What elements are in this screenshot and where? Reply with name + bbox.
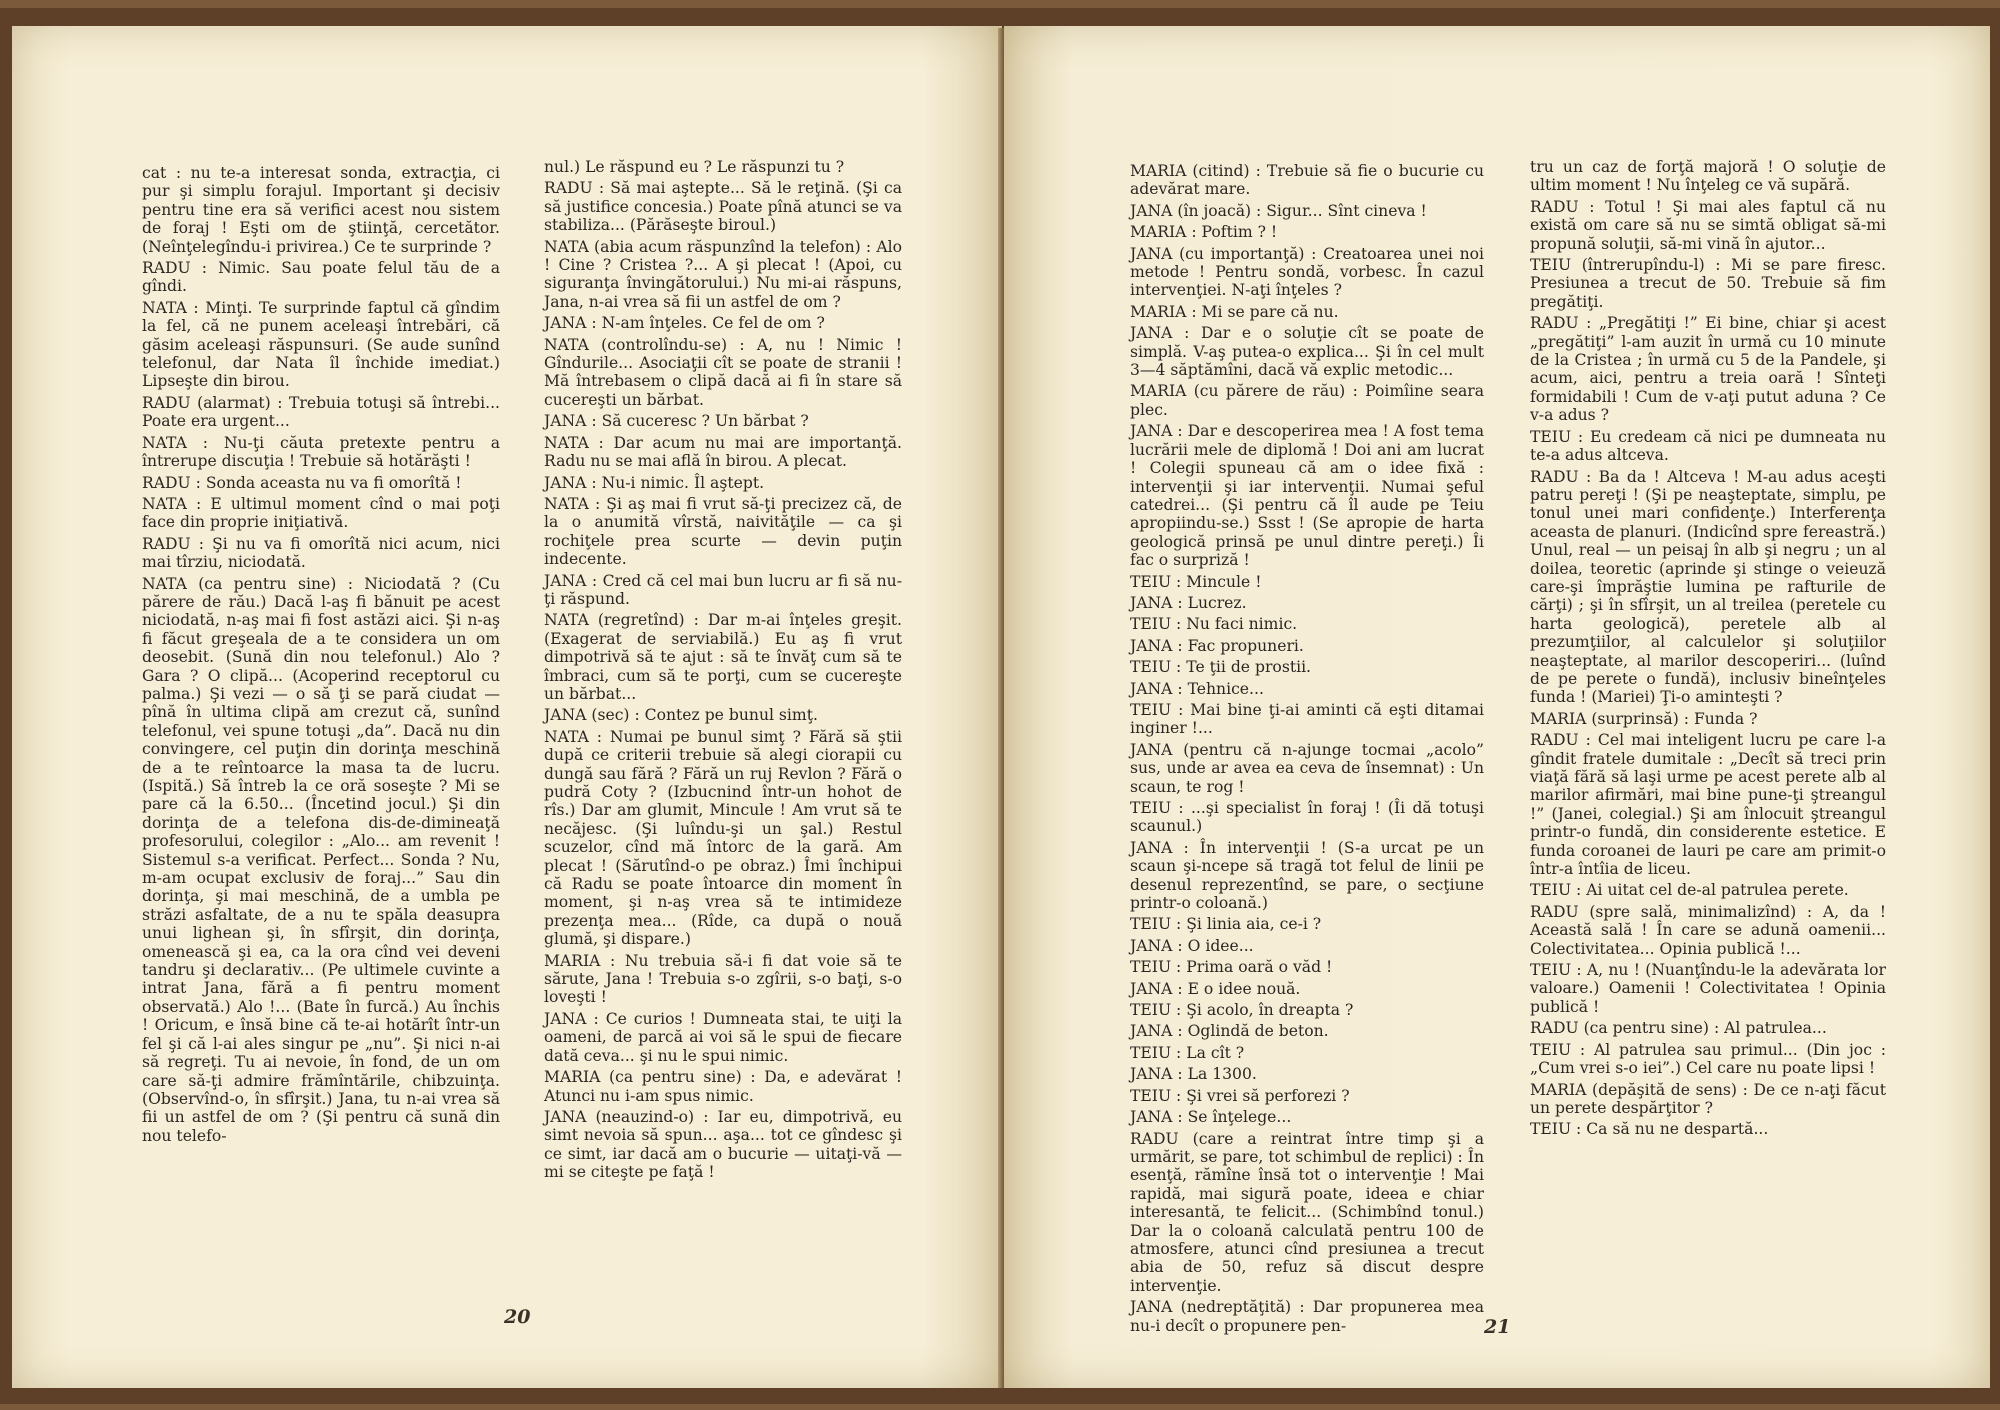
dialogue-line: TEIU : A, nu ! (Nuanţîndu-le la adevărata lor valoare.) Oamenii ! Colectivitatea ! Opinia publică ! (1530, 961, 1886, 1016)
dialogue-line: TEIU : Mincule ! (1130, 572, 1262, 591)
dialogue-line: RADU : Şi nu va fi omorîtă nici acum, nici mai tîrziu, niciodată. (142, 534, 500, 572)
dialogue-line: RADU : Să mai aştepte... Să le reţină. (Şi ca să justifice concesia.) Poate pînă atunci se va stabiliza... (Părăseşte biroul.) (544, 179, 902, 235)
dialogue-line: NATA : Minţi. Te surprinde faptul că gîndim la fel, că ne punem aceleaşi întrebări, că găsim aceleaşi răspunsuri. (Se aude sunînd telefonul, dar Nata îl închide imediat.) Lipseşte din birou. (142, 298, 500, 391)
dialogue-line: RADU (spre sală, minimalizînd) : A, da ! Această sală ! În care se adună oamenii... Colectivitatea... Opinia publică !... (1530, 902, 1886, 958)
left-column-2 (544, 158, 902, 1185)
dialogue-line: MARIA (depăşită de sens) : De ce n-aţi făcut un perete despărţitor ? (1530, 1080, 1886, 1117)
dialogue-line: JANA (pentru că n-ajunge tocmai „acolo” sus, unde ar avea ea ceva de însemnat) : Un scaun, te rog ! (1130, 740, 1484, 796)
dialogue-line: RADU : Ba da ! Altceva ! M-au adus aceşti patru pereţi ! (Şi pe neaşteptate, simplu, pe tonul unei mari confidenţe.) Interferenţa aceasta de planuri. (Indicînd spre fereastră.) Unul, real — un peisaj în alb şi negru ; un al doilea, teoretic (aprinde şi stinge o veieuză care-şi împrăştie lumina pe rafturile de cărţi) ; şi în sfîrşit, un al treilea (peretele cu harta geologică), peretele alb al prezumţiilor, al calculelor şi soluţiilor neaşteptate, al marilor descoperiri... (luînd de pe perete o fundă), inclusiv bineînţeles funda ! (Mariei) Ţi-o aminteşti ? (1530, 467, 1886, 707)
dialogue-line: TEIU : Nu faci nimic. (1130, 615, 1298, 634)
dialogue-line: TEIU (întrerupîndu-l) : Mi se pare firesc. Presiunea a trecut de 50. Trebuie să fim pregătiţi. (1530, 256, 1886, 311)
dialogue-line: TEIU : Te ţii de prostii. (1130, 658, 1312, 677)
dialogue-line: JANA : Ce curios ! Dumneata stai, te uiţi la oameni, de parcă ai voi să le spui de fiecare dată ceva... şi nu le spui nimic. (544, 1009, 902, 1065)
dialogue-line: TEIU : Şi acolo, în dreapta ? (1130, 1001, 1354, 1020)
open-book (0, 8, 2000, 1404)
dialogue-line: MARIA (citind) : Trebuie să fie o bucurie cu adevărat mare. (1130, 162, 1484, 199)
dialogue-line: MARIA : Nu trebuia să-i fi dat voie să te sărute, Jana ! Trebuia s-o zgîrii, s-o baţi, s-o loveşti ! (544, 951, 902, 1007)
dialogue-line: JANA (în joacă) : Sigur... Sînt cineva ! (1130, 201, 1427, 220)
dialogue-line: NATA : Şi aş mai fi vrut să-ţi precizez că, de la o anumită vîrstă, naivităţile — ca şi rochiţele prea scurte — devin puţin indecente. (544, 494, 902, 569)
dialogue-line: tru un caz de forţă majoră ! O soluţie de ultim moment ! Nu înţeleg ce vă supără. (1530, 158, 1886, 195)
dialogue-line: TEIU : Şi vrei să perforezi ? (1130, 1086, 1350, 1105)
dialogue-line: NATA (abia acum răspunzînd la telefon) : Alo ! Cine ? Cristea ?... A şi plecat ! (Apoi, cu siguranţa învingătorului.) Nu mi-ai răspuns, Jana, n-ai vrea să fii un astfel de om ? (544, 237, 902, 311)
dialogue-line: RADU (alarmat) : Trebuia totuşi să întrebi... Poate era urgent... (142, 393, 500, 431)
dialogue-line: NATA (controlîndu-se) : A, nu ! Nimic ! Gîndurile... Asociaţii cît se poate de stranii ! Mă întrebasem o clipă dacă ai fi în stare să cucereşti un bărbat. (544, 335, 902, 409)
dialogue-line: RADU : Totul ! Şi mai ales faptul că nu există om care să nu se simtă obligat să-mi propună soluţii, să-mi vină în ajutor... (1530, 197, 1886, 253)
dialogue-line: RADU (care a reintrat între timp şi a urmărit, se pare, tot schimbul de replici) : În esenţă, rămîne însă tot o intervenţie ! Mai rapidă, mai sigură poate, ideea e chiar interesantă, te felicit... (Schimbînd tonul.) Dar la o coloană calculată pentru 100 de atmosfere, atunci cînd presiunea a trecut abia de 50, refuz să discut despre intervenţie. (1130, 1129, 1484, 1295)
dialogue-line: TEIU : Ai uitat cel de-al patrulea perete. (1530, 881, 1849, 900)
dialogue-line: JANA : N-am înţeles. Ce fel de om ? (544, 314, 825, 333)
dialogue-line: NATA : Numai pe bunul simţ ? Fără să ştii după ce criterii trebuie să alegi ciorapii cu dungă sau fără ? Fără un ruj Revlon ? Fără o pudră Coty ? (Izbucnind într-un hohot de rîs.) Dar am glumit, Mincule ! Am vrut să te necăjesc. (Şi luîndu-şi un şal.) Restul scuzelor, cînd mă întorc de la gară. Am plecat ! (Sărutînd-o pe obraz.) Îmi închipui că Radu se poate întoarce din moment în moment, şi n-aş vrea să te intimideze prezenţa mea... (Rîde, ca după o nouă glumă, şi dispare.) (544, 727, 902, 949)
dialogue-line: RADU : Cel mai inteligent lucru pe care l-a gîndit fratele dumitale : „Decît să treci prin viaţă fără să laşi urme pe acest perete alb al marilor afirmări, mai bine pune-ţi ştreangul !” (Janei, colegial.) Şi am înlocuit ştreangul printr-o fundă, din considerente estetice. E funda coroanei de lauri pe care am primit-o într-a întîia de liceu. (1530, 731, 1886, 879)
dialogue-line: RADU (ca pentru sine) : Al patrulea... (1530, 1019, 1827, 1038)
dialogue-line: JANA : La 1300. (1130, 1065, 1257, 1084)
dialogue-line: JANA (cu importanţă) : Creatoarea unei noi metode ! Pentru sondă, vorbesc. În cazul intervenţiei. N-aţi înţeles ? (1130, 244, 1484, 300)
dialogue-line: RADU : Nimic. Sau poate felul tău de a gîndi. (142, 259, 500, 296)
left-column-1 (142, 164, 500, 1148)
dialogue-line: MARIA : Mi se pare că nu. (1130, 302, 1339, 321)
dialogue-line: NATA : E ultimul moment cînd o mai poţi face din proprie iniţiativă. (142, 494, 500, 532)
page-number-right: 21 (1484, 1316, 1511, 1338)
dialogue-line: TEIU : Ca să nu ne despartă... (1530, 1120, 1769, 1139)
dialogue-line: TEIU : Şi linia aia, ce-i ? (1130, 915, 1322, 934)
dialogue-line: JANA (neauzind-o) : Iar eu, dimpotrivă, eu simt nevoia să spun... aşa... tot ce gîndesc şi ce simt, iar dacă am o bucurie — uitaţi-vă — mi se citeşte pe faţă ! (544, 1107, 902, 1182)
right-page (1004, 26, 1990, 1388)
dialogue-line: TEIU : Mai bine ţi-ai aminti că eşti ditamai inginer !... (1130, 700, 1484, 738)
dialogue-line: JANA : O idee... (1130, 936, 1254, 955)
dialogue-line: MARIA (cu părere de rău) : Poimîine seara plec. (1130, 382, 1484, 419)
dialogue-line: NATA (ca pentru sine) : Niciodată ? (Cu părere de rău.) Dacă l-aş fi bănuit pe acest niciodată, n-aş mai fi fost astăzi aici. Şi n-aş fi făcut greşeala de a te considera un om deosebit. (Sună din nou telefonul.) Alo ? Gara ? O clipă... (Acoperind receptorul cu palma.) Şi vezi — o să ţi se pară ciudat — pînă în ultima clipă am crezut că, sunînd telefonul, vei spune totuşi „da”. Dacă nu din convingere, cel puţin din dorinţa meschină de a te reîntoarce la masa ta de lucru. (Ispită.) Să întreb la ce oră soseşte ? Mi se pare că la 6.50... (Încetind jocul.) Şi din dorinţa de a telefona dis-de-dimineaţă profesorului, colegilor : „Alo... am revenit ! Sistemul s-a verificat. Perfect... Sonda ? Nu, m-am ocupat exclusiv de foraj...” Sau din dorinţa, şi mai meschină, de a umbla pe străzi asfaltate, de a nu te spăla deasupra unui lighean şi, în sfîrşit, din dorinţa, omenească şi ea, ca la ora cînd vei deveni tandru şi declarativ... (Pe ultimele cuvinte a intrat Jana, fără a fi pentru moment observată.) Alo !... (Bate în furcă.) Au închis ! Oricum, e însă bine că te-ai hotărît într-un fel şi că l-ai ales singur pe „nu”. Şi nici n-ai să regreţi. Tu ai nevoie, în fond, de un om care să-ţi admire frămîntările, chibzuinţa. (Observînd-o, în sfîrşit.) Jana, tu n-ai vrea să fii un astfel de om ? (Şi pentru că sună din nou telefo- (142, 574, 500, 1145)
dialogue-line: cat : nu te-a interesat sonda, extracţia, ci pur şi simplu forajul. Important şi decisiv pentru tine era să verifici acest nou sistem de foraj ! Eşti om de ştiinţă, cercetător. (Neînţelegîndu-i privirea.) Ce te surprinde ? (142, 164, 500, 256)
dialogue-line: JANA : Dar e o soluţie cît se poate de simplă. V-aş putea-o explica... Şi în cel mult 3—4 săptămîni, dacă vă explic metodic... (1130, 324, 1484, 380)
dialogue-line: JANA : Se înţelege... (1130, 1108, 1292, 1127)
dialogue-line: JANA : Nu-i nimic. Îl aştept. (544, 473, 765, 492)
right-column-1 (1130, 162, 1484, 1338)
dialogue-line: JANA (sec) : Contez pe bunul simţ. (544, 706, 818, 725)
dialogue-line: JANA : Cred că cel mai bun lucru ar fi să nu-ţi răspund. (544, 571, 902, 608)
dialogue-line: TEIU : Eu credeam că nici pe dumneata nu te-a adus altceva. (1530, 427, 1886, 465)
dialogue-line: nul.) Le răspund eu ? Le răspunzi tu ? (544, 158, 845, 176)
dialogue-line: NATA (regretînd) : Dar m-ai înţeles greşit. (Exagerat de serviabilă.) Eu aş fi vrut dimpotrivă să te ajut : să te învăţ cum să te îmbraci, cum să te porţi, cum se cucereşte un bărbat... (544, 611, 902, 703)
dialogue-line: NATA : Dar acum nu mai are importanţă. Radu nu se mai află în birou. A plecat. (544, 433, 902, 471)
dialogue-line: JANA : În intervenţii ! (S-a urcat pe un scaun şi-ncepe să tragă tot felul de linii pe desenul reprezentînd, se pare, o secţiune printr-o coloană.) (1130, 838, 1484, 913)
dialogue-line: RADU : „Pregătiţi !” Ei bine, chiar şi acest „pregătiţi” l-am auzit în urmă cu 10 minute de la Cristea ; în urmă cu 5 de la Pandele, şi acum, aici, pentru a treia oară ! Sînteţi formidabili ! Cum de v-aţi putut aduna ? Ce v-a adus ? (1530, 314, 1886, 425)
dialogue-line: JANA : E o idee nouă. (1130, 979, 1301, 998)
dialogue-line: MARIA (ca pentru sine) : Da, e adevărat ! Atunci nu i-am spus nimic. (544, 1068, 902, 1105)
dialogue-line: TEIU : Prima oară o văd ! (1130, 958, 1333, 977)
dialogue-line: TEIU : Al patrulea sau primul... (Din joc : „Cum vrei s-o iei”.) Cel care nu poate lipsi ! (1530, 1040, 1886, 1078)
dialogue-line: JANA : Dar e descoperirea mea ! A fost tema lucrării mele de diplomă ! Doi ani am lucrat ! Colegii spuneau că am o idee fixă : intervenţii şi iar intervenţii. Numai şeful catedrei... (Şi pentru că îl aude pe Teiu apropiindu-se.) Ssst ! (Se apropie de harta geologică prinsă pe unul dintre pereţi.) Îi fac o surpriză ! (1130, 422, 1484, 570)
dialogue-line: JANA : Oglindă de beton. (1130, 1022, 1329, 1041)
dialogue-line: TEIU : ...şi specialist în foraj ! (Îi dă totuşi scaunul.) (1130, 799, 1484, 836)
dialogue-line: NATA : Nu-ţi căuta pretexte pentru a întrerupe discuţia ! Trebuie să hotărăşti ! (142, 433, 500, 471)
dialogue-line: MARIA (surprinsă) : Funda ? (1530, 709, 1758, 728)
dialogue-line: JANA : Lucrez. (1130, 593, 1247, 612)
right-column-2 (1530, 158, 1886, 1142)
dialogue-line: JANA : Să cuceresc ? Un bărbat ? (544, 412, 809, 431)
dialogue-line: RADU : Sonda aceasta nu va fi omorîtă ! (142, 473, 462, 492)
dialogue-line: JANA : Tehnice... (1130, 679, 1264, 698)
page-number-left: 20 (504, 1306, 531, 1328)
dialogue-line: JANA : Fac propuneri. (1130, 636, 1304, 655)
dialogue-line: JANA (nedreptăţită) : Dar propunerea mea nu-i decît o propunere pen- (1130, 1298, 1484, 1335)
left-page (12, 26, 1002, 1388)
dialogue-line: TEIU : La cît ? (1130, 1043, 1245, 1062)
dialogue-line: MARIA : Poftim ? ! (1130, 223, 1278, 242)
